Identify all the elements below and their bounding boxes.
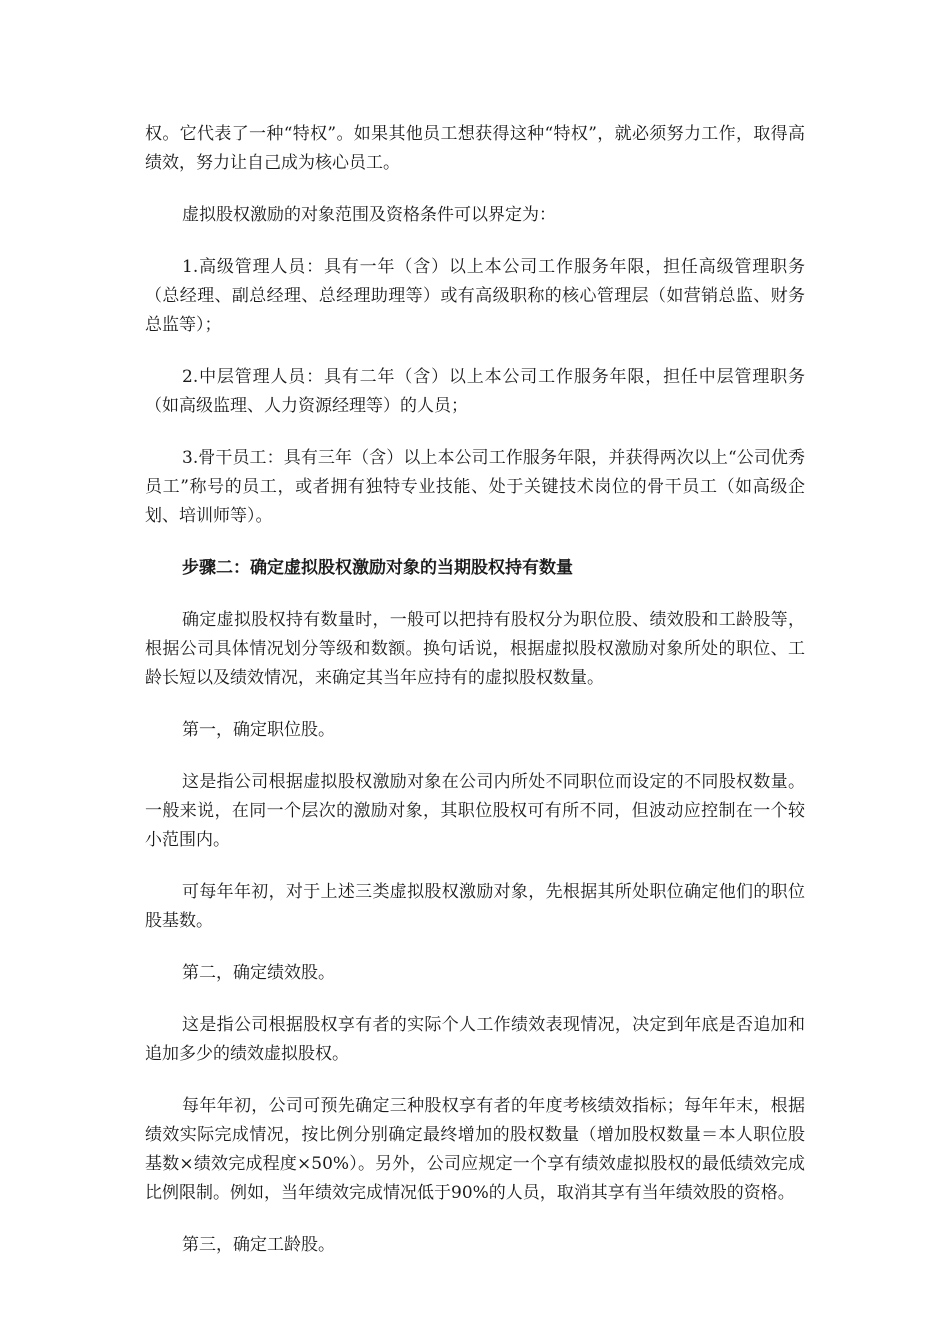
paragraph-performance-shares-rules: 每年年初，公司可预先确定三种股权享有者的年度考核绩效指标；每年年末，根据绩效实际完成情况，按比例分别确定最终增加的股权数量（增加股权数量＝本人职位股基数×绩效完成程度×50%）。另外，公司应规定一个享有绩效虚拟股权的最低绩效完成比例限制。例如，当年绩效完成情况低于90%的人员，取消其享有当年绩效股的资格。 [145, 1096, 805, 1203]
paragraph-middle-managers: 2.中层管理人员：具有二年（含）以上本公司工作服务年限，担任中层管理职务（如高级监理、人力资源经理等）的人员； [145, 367, 805, 416]
paragraph-seniority-shares-title: 第三，确定工龄股。 [182, 1235, 335, 1255]
section-heading-step-two: 步骤二：确定虚拟股权激励对象的当期股权持有数量 [182, 558, 573, 578]
paragraph-position-shares-base: 可每年年初，对于上述三类虚拟股权激励对象，先根据其所处职位确定他们的职位股基数。 [145, 882, 805, 931]
paragraph-scope-intro: 虚拟股权激励的对象范围及资格条件可以界定为： [182, 205, 556, 225]
paragraph-performance-shares-title: 第二，确定绩效股。 [182, 963, 335, 983]
paragraph-senior-managers: 1.高级管理人员：具有一年（含）以上本公司工作服务年限，担任高级管理职务（总经理、副总经理、总经理助理等）或有高级职称的核心管理层（如营销总监、财务总监等）； [145, 257, 805, 335]
paragraph-performance-shares-desc: 这是指公司根据股权享有者的实际个人工作绩效表现情况，决定到年底是否追加和追加多少的绩效虚拟股权。 [145, 1015, 805, 1064]
document-body [145, 120, 805, 1283]
paragraph-continuation: 权。它代表了一种“特权”。如果其他员工想获得这种“特权”，就必须努力工作，取得高绩效，努力让自己成为核心员工。 [145, 124, 805, 173]
paragraph-quantity-intro: 确定虚拟股权持有数量时，一般可以把持有股权分为职位股、绩效股和工龄股等，根据公司具体情况划分等级和数额。换句话说，根据虚拟股权激励对象所处的职位、工龄长短以及绩效情况，来确定其当年应持有的虚拟股权数量。 [145, 610, 805, 688]
paragraph-position-shares-desc: 这是指公司根据虚拟股权激励对象在公司内所处不同职位而设定的不同股权数量。一般来说，在同一个层次的激励对象，其职位股权可有所不同，但波动应控制在一个较小范围内。 [145, 772, 805, 850]
paragraph-position-shares-title: 第一，确定职位股。 [182, 720, 335, 740]
paragraph-key-staff: 3.骨干员工：具有三年（含）以上本公司工作服务年限，并获得两次以上“公司优秀员工”称号的员工，或者拥有独特专业技能、处于关键技术岗位的骨干员工（如高级企划、培训师等）。 [145, 448, 805, 526]
